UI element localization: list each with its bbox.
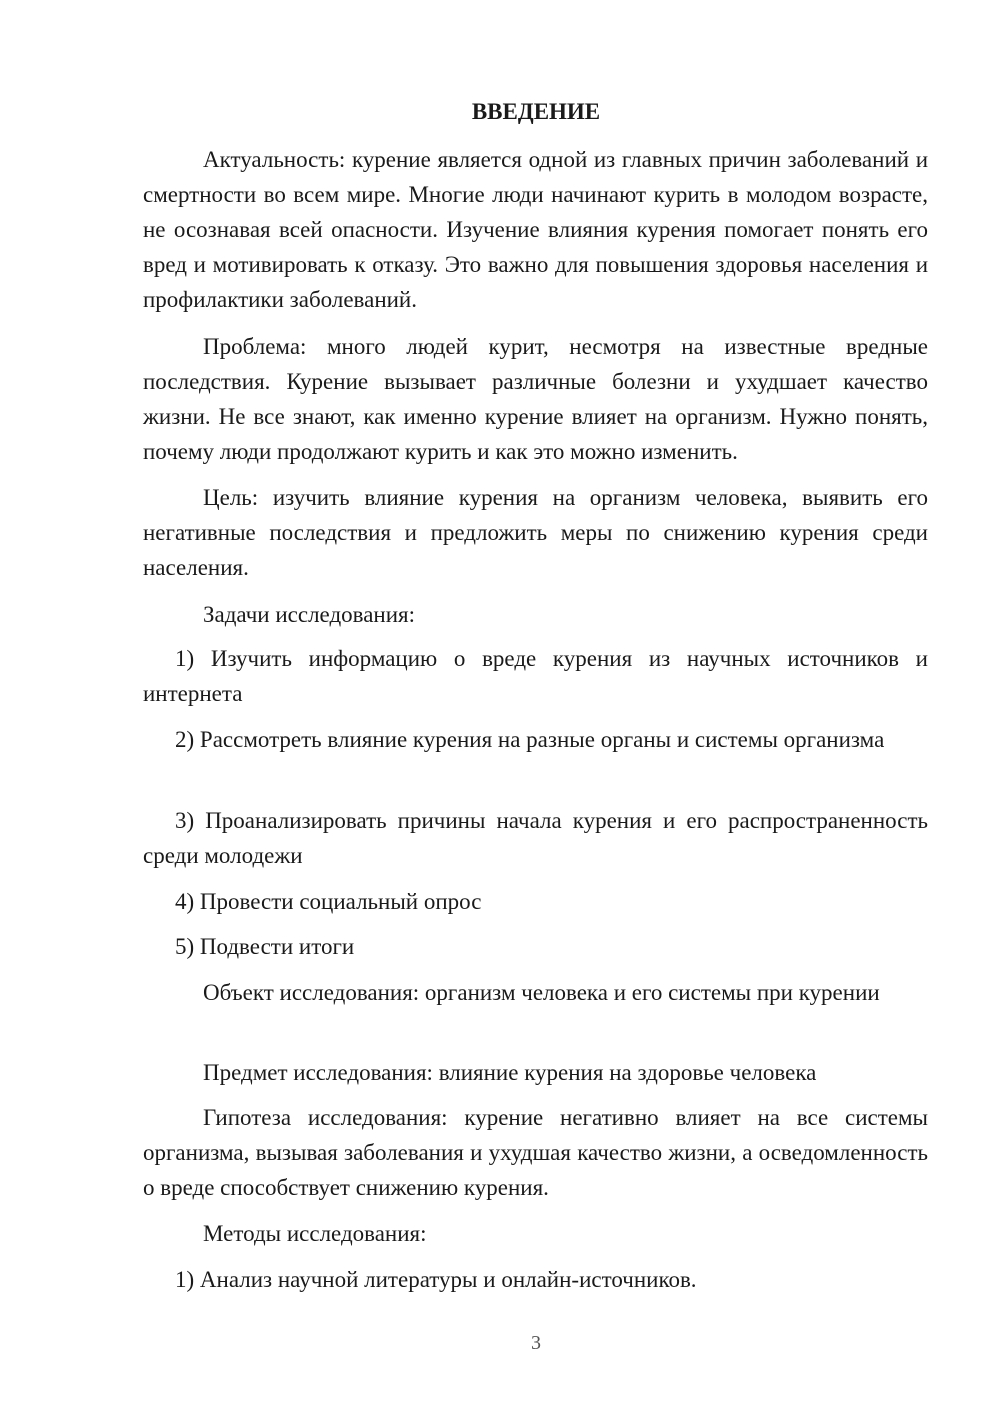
task-item-3: 3) Проанализировать причины начала курения и его распространенность среди молодежи [143,808,928,868]
methods-heading: Методы исследования: [203,1221,427,1246]
task-item-1: 1) Изучить информацию о вреде курения из научных источников и интернета [143,646,928,706]
task-item-2: 2) Рассмотреть влияние курения на разные органы и системы организма [175,727,885,752]
paragraph-goal: Цель: изучить влияние курения на организм человека, выявить его негативные последствия и предложить меры по снижению курения среди населения. [143,485,928,580]
task-item-4: 4) Провести социальный опрос [175,889,482,914]
page-title: ВВЕДЕНИЕ [471,99,601,124]
paragraph-object: Объект исследования: организм человека и его системы при курении [203,980,880,1005]
page-number: 3 [531,1332,541,1354]
method-item-1: 1) Анализ научной литературы и онлайн-источников. [175,1267,697,1292]
tasks-heading: Задачи исследования: [203,602,416,627]
paragraph-relevance: Актуальность: курение является одной из главных причин заболеваний и смертности во всем мире. Многие люди начинают курить в молодом возрасте, не осознавая всей опасности. Изучение влияния курения помогает понять его вред и мотивировать к отказу. Это важно для повышения здоровья населения и профилактики заболеваний. [143,147,928,312]
task-item-5: 5) Подвести итоги [175,934,355,959]
paragraph-problem: Проблема: много людей курит, несмотря на известные вредные последствия. Курение вызывает различные болезни и ухудшает качество жизни. Не все знают, как именно курение влияет на организм. Нужно понять, почему люди продолжают курить и как это можно изменить. [143,334,928,464]
paragraph-subject: Предмет исследования: влияние курения на здоровье человека [203,1060,817,1085]
paragraph-hypothesis: Гипотеза исследования: курение негативно влияет на все системы организма, вызывая заболевания и ухудшая качество жизни, а осведомленность о вреде способствует снижению курения. [143,1105,928,1200]
